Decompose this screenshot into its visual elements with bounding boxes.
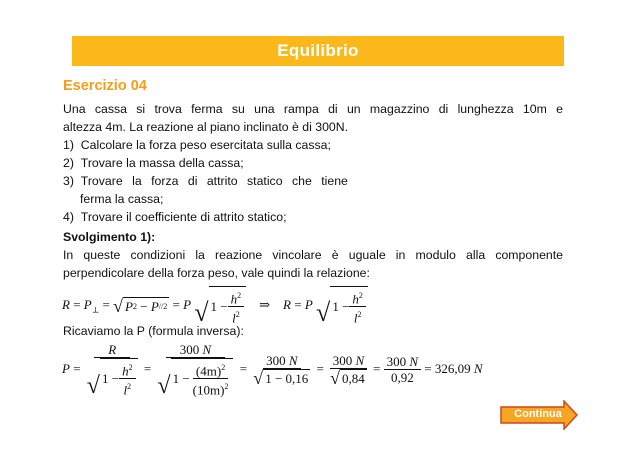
unit-n: N: [288, 352, 298, 368]
title-banner: [72, 36, 564, 66]
list-text: Calcolare la forza peso esercitata sulla cassa;: [80, 138, 331, 152]
list-item-2: [63, 154, 244, 172]
value-300: 300: [266, 352, 286, 368]
intro-line-1: Una cassa si trova ferma su una rampa di un magazzino di lunghezza 10m e: [63, 102, 563, 116]
value-300: 300: [179, 342, 200, 357]
list-item-3: [63, 172, 348, 190]
value-4m: (4m): [195, 363, 222, 379]
page-title: Equilibrio: [277, 41, 359, 60]
solution-para-line-1: In queste condizioni la reazione vincolare è uguale in modulo alla componente: [63, 248, 563, 262]
list-text: Trovare il coefficiente di attrito statico;: [80, 210, 287, 224]
value-084: 0,84: [340, 369, 367, 387]
unit-n: N: [355, 352, 365, 368]
unit-n: N: [473, 360, 483, 376]
list-number: 1): [63, 138, 74, 152]
unit-n: N: [202, 342, 212, 357]
list-item-1: [63, 136, 331, 154]
intro-line-2: altezza 4m. La reazione al piano inclinato è di 300N.: [63, 120, 349, 134]
value-300: 300: [386, 354, 407, 370]
solution-para-line-2: perpendicolare della forza peso, vale quindi la relazione:: [63, 266, 370, 280]
list-item-3-cont: [80, 190, 163, 208]
inverse-formula: P = R √ 1 − $\frac{h^2}{l^2}$ = 300 N √ 1 − $\frac{(4m)^2}{(10m)^2}$ = 300 N √ 1 − 0,16 = 300 N √ 0,84 = $\frac{300 N}{0,92}$ = 326,09 N: [62, 342, 483, 399]
continue-label: Continua: [514, 408, 562, 420]
exercise-title: Esercizio 04: [63, 78, 147, 94]
value-10m: (10m): [192, 382, 225, 398]
list-text: ferma la cassa;: [80, 192, 164, 206]
solution-heading: Svolgimento 1):: [63, 230, 156, 244]
value-1-minus-016: 1 − 0,16: [263, 369, 310, 387]
value-300: 300: [332, 352, 353, 368]
result-value: 326,09: [434, 360, 471, 376]
list-number: 4): [63, 210, 74, 224]
list-number: 3): [63, 174, 74, 188]
value-092: 0,92: [390, 370, 414, 386]
list-number: 2): [63, 156, 74, 170]
list-text: Trovare la massa della cassa;: [80, 156, 244, 170]
relation-formula: $R = P_\perp$ = √ P 2 − P // 2 = P √ 1 − $\frac{h^2}{l^2}$ ⇒ R = P √ 1 − $\frac{h^2}{l^2}$: [62, 286, 368, 326]
inverse-label: Ricaviamo la P (formula inversa):: [63, 324, 244, 338]
unit-n: N: [409, 354, 419, 370]
continue-button[interactable]: [500, 400, 578, 430]
list-item-4: [63, 208, 287, 226]
list-text: Trovare la forza di attrito statico che tiene: [80, 174, 348, 188]
